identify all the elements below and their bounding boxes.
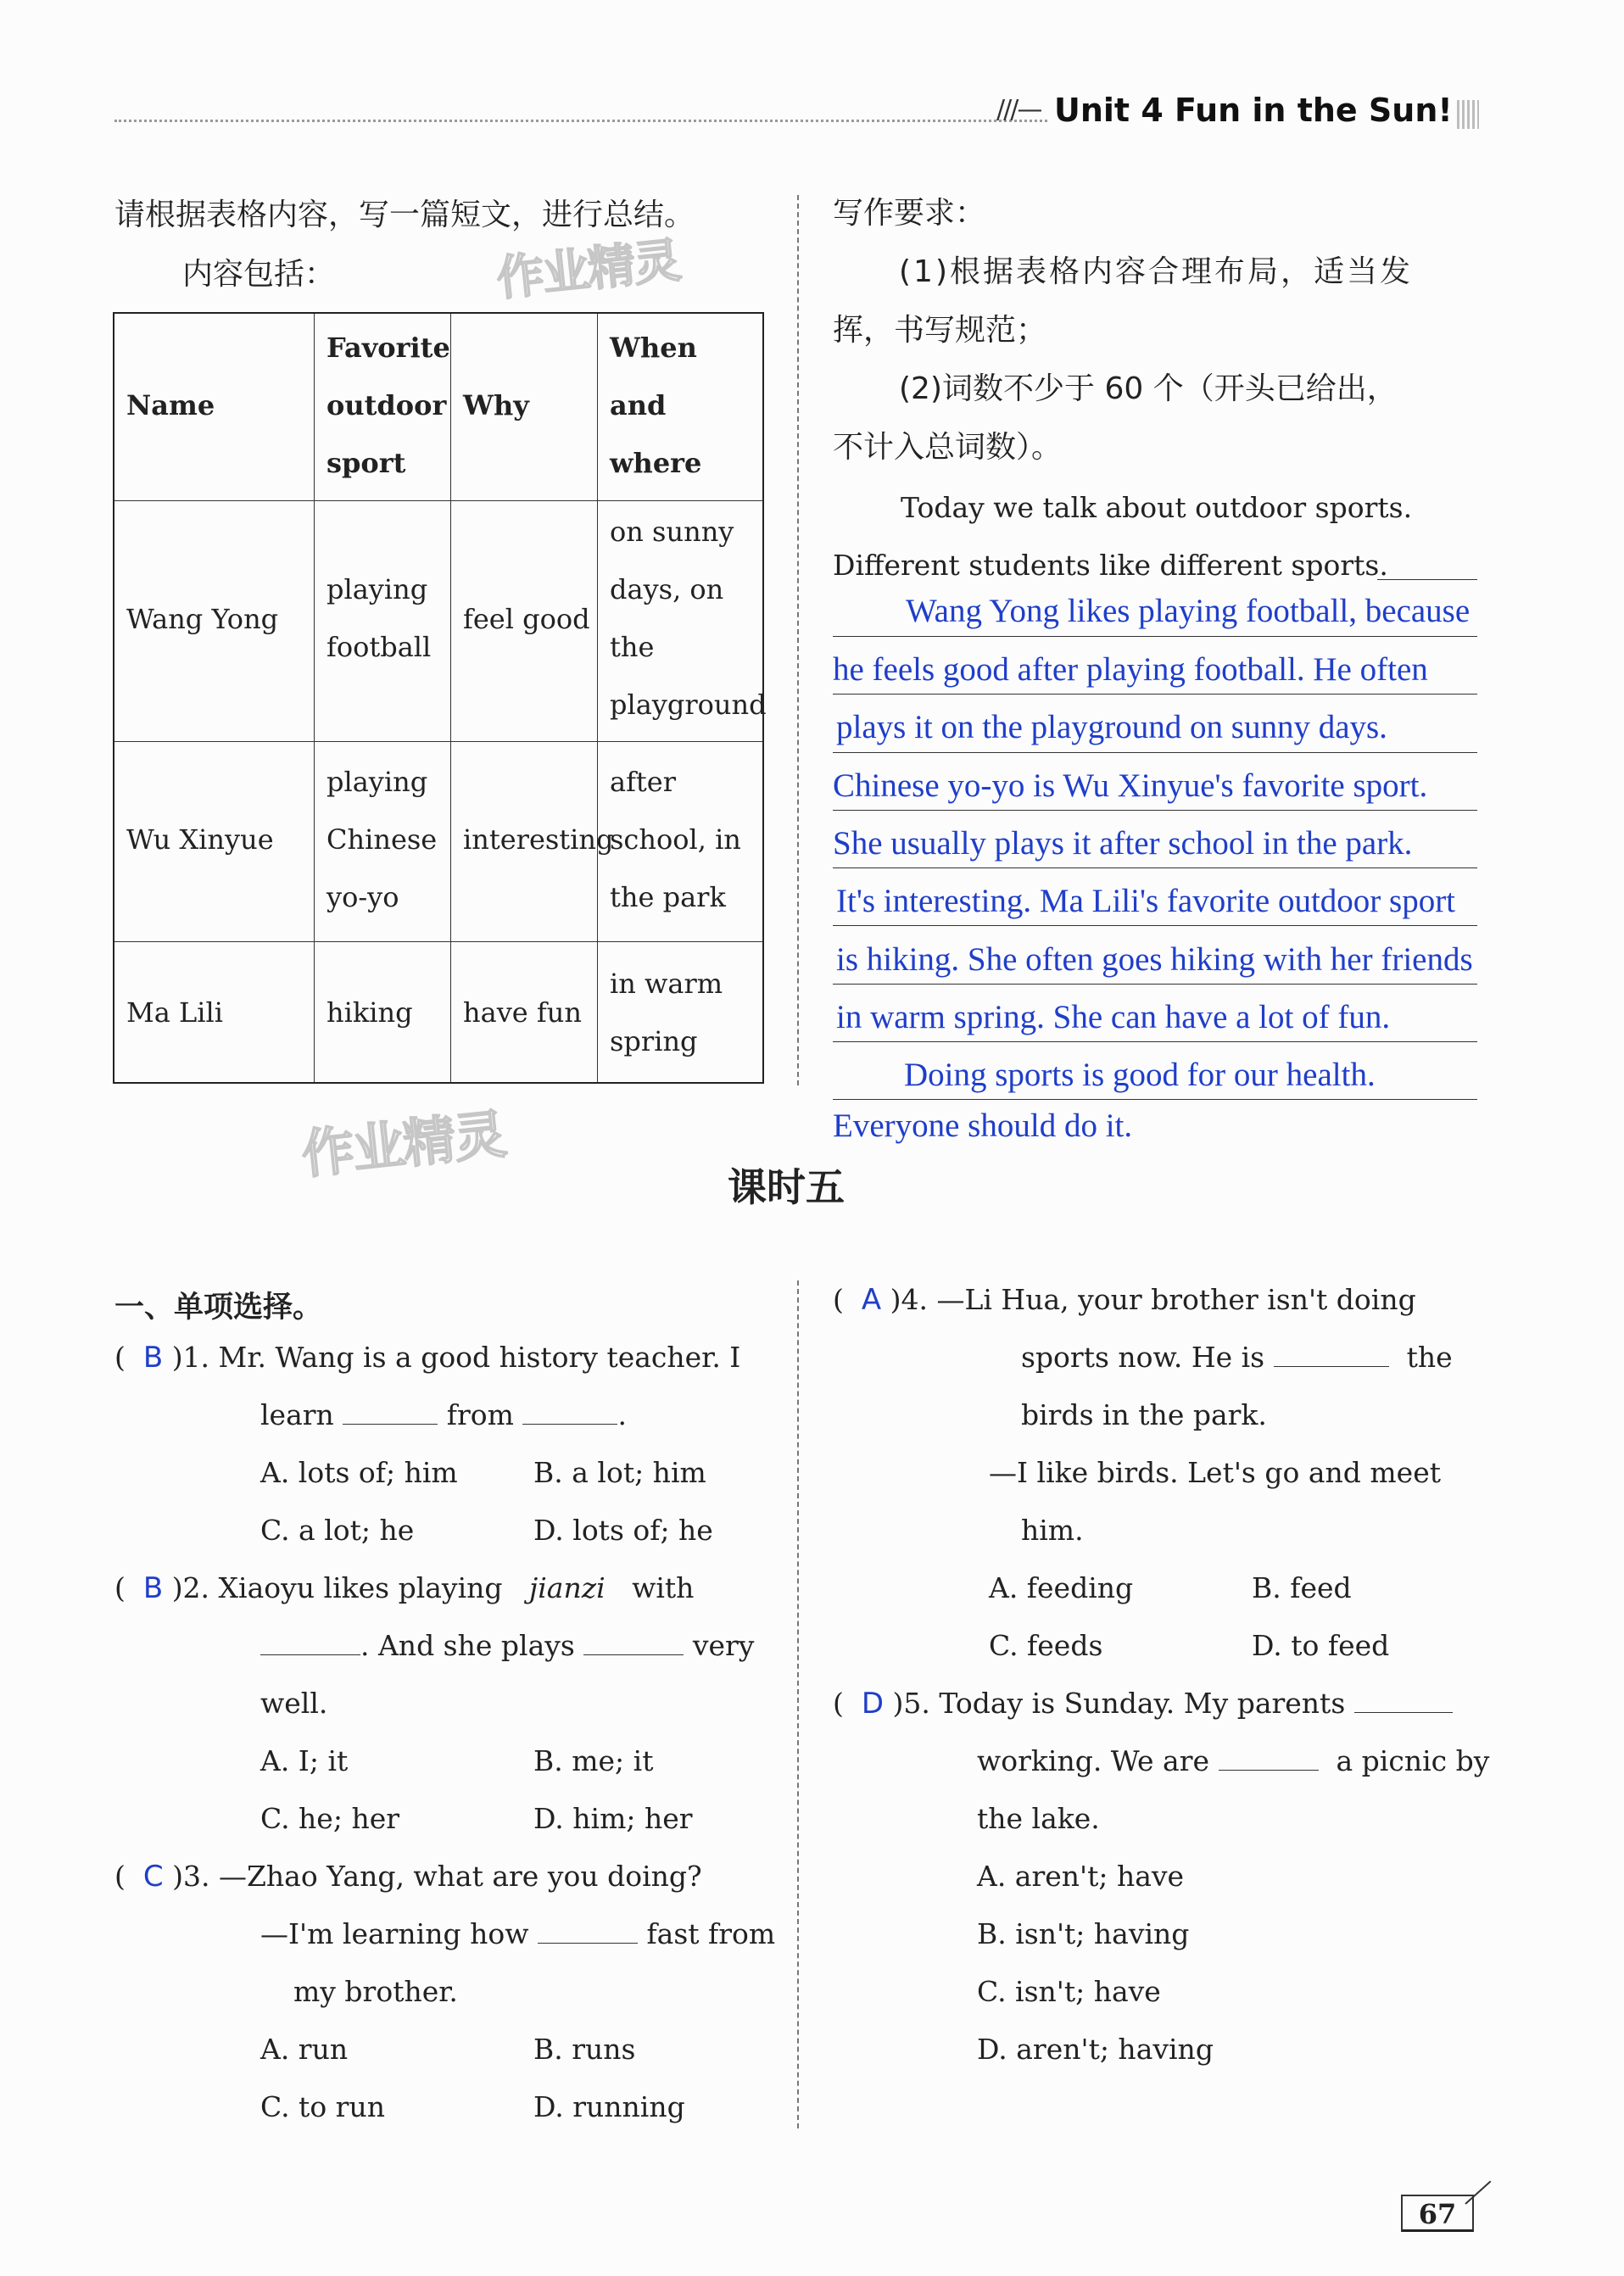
writing-instruction: 请根据表格内容，写一篇短文，进行总结。 bbox=[114, 198, 695, 232]
answer-line-1: Wang Yong likes playing football, because bbox=[906, 593, 1471, 629]
watermark: 作业精灵 bbox=[299, 1102, 508, 1186]
q5-stem-line2 bbox=[977, 1744, 1490, 1777]
row2-why: interesting bbox=[463, 823, 614, 856]
q1-word: learn bbox=[260, 1398, 334, 1431]
q4-option-b: B. feed bbox=[1252, 1571, 1352, 1604]
q1-option-b: B. a lot; him bbox=[533, 1456, 706, 1489]
header-when-line3: where bbox=[610, 447, 702, 479]
q1-word: . bbox=[617, 1398, 627, 1431]
q5-word: working. We are bbox=[977, 1744, 1210, 1777]
answer-line-6: It's interesting. Ma Lili's favorite outdoor sport bbox=[836, 883, 1456, 919]
q1-option-c: C. a lot; he bbox=[260, 1514, 415, 1547]
blank bbox=[1219, 1770, 1319, 1771]
q4-stem-line4: —I like birds. Let's go and meet bbox=[989, 1456, 1441, 1489]
row2-sport-line2: Chinese bbox=[326, 823, 438, 856]
row3-when-line1: in warm bbox=[610, 968, 723, 1000]
writing-line bbox=[833, 752, 1477, 753]
q5-option-c: C. isn't; have bbox=[977, 1975, 1161, 2008]
question-2: ( B )2. Xiaoyu likes playing jianzi with bbox=[114, 1571, 695, 1605]
row1-sport-line2: football bbox=[326, 631, 432, 663]
q3-stem: )3. —Zhao Yang, what are you doing? bbox=[172, 1860, 702, 1893]
blank bbox=[522, 1424, 617, 1425]
header-slashes: ///— bbox=[996, 95, 1041, 125]
answer-line-9: Doing sports is good for our health. bbox=[904, 1057, 1376, 1093]
answer-line-7: is hiking. She often goes hiking with her friends bbox=[836, 941, 1473, 978]
writing-line bbox=[833, 694, 1477, 695]
page-number: 67 bbox=[1418, 2198, 1457, 2230]
q4-word: sports now. He is bbox=[1021, 1341, 1265, 1374]
blank bbox=[260, 1654, 360, 1655]
opening-sentence-2: Different students like different sports. bbox=[833, 549, 1388, 582]
answer-line-3: plays it on the playground on sunny days. bbox=[836, 709, 1387, 745]
question-3: ( C )3. —Zhao Yang, what are you doing? bbox=[114, 1860, 702, 1894]
row2-when-line2: school, in bbox=[610, 823, 741, 856]
q1-stem-line2 bbox=[260, 1398, 627, 1431]
blank bbox=[1274, 1366, 1389, 1367]
header-rule bbox=[114, 120, 1047, 122]
header-sport-line3: sport bbox=[326, 447, 406, 479]
q2-stem: )2. Xiaoyu likes playing bbox=[171, 1571, 503, 1604]
column-separator-bottom bbox=[797, 1280, 799, 2128]
writing-line bbox=[833, 810, 1477, 811]
header-sport-line2: outdoor bbox=[326, 389, 447, 421]
answer-line-4: Chinese yo-yo is Wu Xinyue's favorite sport. bbox=[833, 767, 1428, 804]
q5-stem-line3: the lake. bbox=[977, 1802, 1100, 1835]
q3-word: fast from bbox=[646, 1917, 776, 1950]
header-when-line2: and bbox=[610, 389, 667, 421]
q2-option-a: A. I; it bbox=[260, 1744, 349, 1777]
row1-why: feel good bbox=[463, 603, 590, 635]
q5-option-b: B. isn't; having bbox=[977, 1917, 1190, 1950]
requirement-2: (2)词数不少于 60 个（开头已给出， bbox=[899, 371, 1398, 406]
requirements-title: 写作要求： bbox=[833, 196, 986, 231]
header-name: Name bbox=[126, 389, 215, 421]
q3-option-a: A. run bbox=[260, 2033, 349, 2066]
q1-option-d: D. lots of; he bbox=[533, 1514, 713, 1547]
row3-sport: hiking bbox=[326, 996, 413, 1029]
row2-sport-line1: playing bbox=[326, 766, 428, 798]
q2-option-c: C. he; her bbox=[260, 1802, 400, 1835]
row1-when-line1: on sunny bbox=[610, 516, 734, 548]
requirement-1: (1)根据表格内容合理布局，适当发 bbox=[899, 254, 1413, 289]
q3-option-c: C. to run bbox=[260, 2090, 385, 2123]
blank bbox=[538, 1943, 638, 1944]
q2-word: very bbox=[692, 1629, 755, 1662]
q5-option-a: A. aren't; have bbox=[977, 1860, 1185, 1893]
answer-mark: A bbox=[861, 1283, 882, 1317]
row1-when-line4: playground bbox=[610, 689, 767, 721]
row3-when-line2: spring bbox=[610, 1025, 698, 1057]
q2-word: jianzi bbox=[528, 1571, 606, 1604]
watermark: 作业精灵 bbox=[494, 232, 683, 308]
lesson-title: 课时五 bbox=[728, 1164, 845, 1210]
row1-name: Wang Yong bbox=[126, 603, 279, 635]
q4-word: the bbox=[1406, 1341, 1453, 1374]
q3-word: —I'm learning how bbox=[260, 1917, 529, 1950]
q1-option-a: A. lots of; him bbox=[260, 1456, 458, 1489]
row2-when-line1: after bbox=[610, 766, 677, 798]
blank bbox=[583, 1654, 684, 1655]
header-why: Why bbox=[463, 389, 529, 421]
table-row-divider bbox=[114, 741, 762, 742]
row1-sport-line1: playing bbox=[326, 573, 428, 605]
table-col-divider bbox=[450, 314, 451, 1082]
q3-stem-line2 bbox=[260, 1917, 776, 1950]
q2-stem-line2 bbox=[260, 1629, 755, 1662]
q3-option-d: D. running bbox=[533, 2090, 685, 2123]
q4-stem-line5: him. bbox=[1021, 1514, 1084, 1547]
writing-line bbox=[833, 984, 1477, 985]
q4-option-a: A. feeding bbox=[989, 1571, 1134, 1604]
writing-line bbox=[833, 1041, 1477, 1042]
answer-line-2: he feels good after playing football. He often bbox=[833, 651, 1428, 688]
q3-stem-line3: my brother. bbox=[293, 1975, 458, 2008]
question-5: ( D )5. Today is Sunday. My parents bbox=[833, 1689, 1453, 1718]
q2-word: . And she plays bbox=[360, 1629, 575, 1662]
answer-mark: B bbox=[142, 1341, 164, 1375]
question-4: ( A )4. —Li Hua, your brother isn't doing bbox=[833, 1283, 1416, 1317]
q1-stem: )1. Mr. Wang is a good history teacher. I bbox=[171, 1341, 741, 1374]
writing-line bbox=[833, 925, 1477, 926]
requirement-1-cont: 挥，书写规范； bbox=[833, 313, 1047, 348]
q4-stem: )4. —Li Hua, your brother isn't doing bbox=[890, 1283, 1416, 1316]
writing-line bbox=[833, 636, 1477, 637]
content-label: 内容包括： bbox=[182, 257, 336, 292]
q2-stem-line3: well. bbox=[260, 1687, 328, 1720]
q4-option-c: C. feeds bbox=[989, 1629, 1103, 1662]
q3-option-b: B. runs bbox=[533, 2033, 636, 2066]
header-when-line1: When bbox=[610, 332, 697, 364]
row2-sport-line3: yo-yo bbox=[326, 881, 399, 913]
row3-why: have fun bbox=[463, 996, 582, 1029]
answer-line-8: in warm spring. She can have a lot of fun. bbox=[836, 999, 1391, 1035]
answer-mark: D bbox=[861, 1687, 885, 1721]
q2-word: with bbox=[632, 1571, 695, 1604]
section-title: 一、单项选择。 bbox=[114, 1291, 323, 1325]
question-1: ( B )1. Mr. Wang is a good history teacher. I bbox=[114, 1341, 741, 1375]
answer-line-5: She usually plays it after school in the park. bbox=[833, 825, 1413, 862]
q4-stem-line3: birds in the park. bbox=[1021, 1398, 1267, 1431]
row3-name: Ma Lili bbox=[126, 996, 223, 1029]
blank bbox=[343, 1424, 438, 1425]
header-sport-line1: Favorite bbox=[326, 332, 450, 364]
q5-word: a picnic by bbox=[1336, 1744, 1490, 1777]
info-table bbox=[113, 312, 767, 1084]
q2-option-b: B. me; it bbox=[533, 1744, 654, 1777]
table-col-divider bbox=[314, 314, 315, 1082]
q4-option-d: D. to feed bbox=[1252, 1629, 1390, 1662]
column-separator-top bbox=[797, 195, 799, 1085]
unit-title: Unit 4 Fun in the Sun! bbox=[1054, 92, 1453, 129]
table-col-divider bbox=[597, 314, 598, 1082]
writing-line bbox=[833, 867, 1477, 868]
table-row-divider bbox=[114, 941, 762, 942]
answer-mark: B bbox=[142, 1571, 164, 1605]
row2-name: Wu Xinyue bbox=[126, 823, 274, 856]
q1-word: from bbox=[446, 1398, 514, 1431]
requirement-2-cont: 不计入总词数）。 bbox=[833, 430, 1063, 465]
q5-stem: )5. Today is Sunday. My parents bbox=[892, 1687, 1346, 1720]
row1-when-line2: days, on bbox=[610, 573, 724, 605]
page-number-slash bbox=[1465, 2180, 1491, 2204]
q2-option-d: D. him; her bbox=[533, 1802, 693, 1835]
opening-blank bbox=[1377, 579, 1477, 580]
writing-line bbox=[833, 1099, 1477, 1100]
header-decoration bbox=[1457, 100, 1479, 129]
q5-option-d: D. aren't; having bbox=[977, 2033, 1214, 2066]
blank bbox=[1354, 1712, 1453, 1713]
answer-mark: C bbox=[142, 1860, 164, 1894]
opening-sentence-1: Today we talk about outdoor sports. bbox=[901, 491, 1413, 524]
row2-when-line3: the park bbox=[610, 881, 726, 913]
q4-stem-line2 bbox=[1021, 1341, 1453, 1374]
answer-line-10: Everyone should do it. bbox=[833, 1107, 1133, 1144]
table-row-divider bbox=[114, 500, 762, 501]
row1-when-line3: the bbox=[610, 631, 655, 663]
